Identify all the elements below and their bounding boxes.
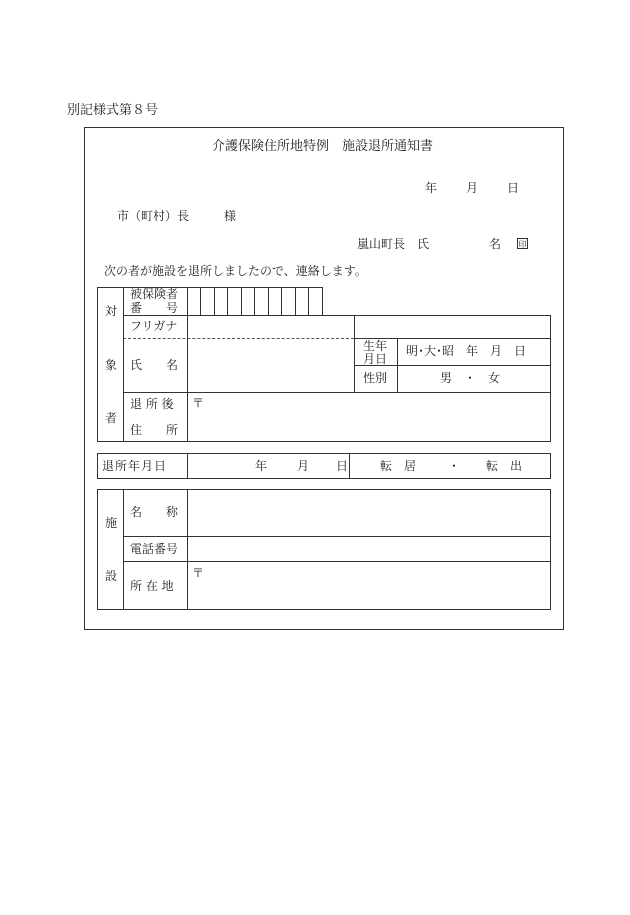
facility-location-label: 所 在 地 [130, 579, 174, 593]
name-label: 氏 名 [130, 358, 179, 372]
postal-mark: 〒 [192, 396, 205, 410]
date-year: 年 [425, 181, 438, 195]
move-out-option: 転 出 [486, 459, 523, 473]
facility-postal-mark: 〒 [192, 566, 205, 580]
sender-name-label: 名 [489, 237, 502, 251]
birth-label-1: 生年 [363, 339, 388, 353]
facility-char-1: 施 [105, 516, 118, 530]
facility-name-label: 名 称 [130, 505, 179, 519]
addressee-honorific: 様 [224, 209, 237, 223]
form-title: 介護保険住所地特例 施設退所通知書 [212, 139, 434, 154]
discharge-date-label: 退所年月日 [102, 459, 168, 473]
discharge-month: 月 [297, 459, 310, 473]
date-day: 日 [507, 181, 520, 195]
gender-label: 性別 [363, 371, 388, 385]
date-month: 月 [466, 181, 479, 195]
subject-char-1: 対 [105, 304, 118, 318]
move-in-option: 転 居 [380, 459, 417, 473]
discharge-day: 日 [336, 459, 349, 473]
birth-date-value: 明･大･昭 年 月 日 [406, 344, 527, 358]
facility-phone-label: 電話番号 [130, 542, 179, 556]
furigana-label: フリガナ [130, 319, 178, 333]
insured-number-label-2: 番 号 [130, 301, 179, 315]
insured-number-label-1: 被保険者 [130, 287, 179, 301]
sender-office: 嵐山町長 氏 [357, 237, 430, 251]
facility-char-2: 設 [105, 569, 118, 583]
address-after-label-2: 住 所 [130, 423, 179, 437]
move-separator: ・ [448, 459, 461, 473]
subject-char-3: 者 [105, 411, 118, 425]
gender-value: 男 ・ 女 [440, 371, 501, 385]
form-number: 別記様式第８号 [67, 103, 159, 118]
address-after-label-1: 退 所 後 [130, 397, 174, 411]
subject-char-2: 象 [105, 358, 118, 372]
seal-mark: 印 [518, 240, 527, 249]
intro-text: 次の者が施設を退所しましたので、連絡します。 [104, 264, 367, 278]
addressee-city: 市（町村）長 [117, 209, 190, 223]
birth-label-2: 月日 [363, 352, 388, 366]
discharge-year: 年 [255, 459, 268, 473]
